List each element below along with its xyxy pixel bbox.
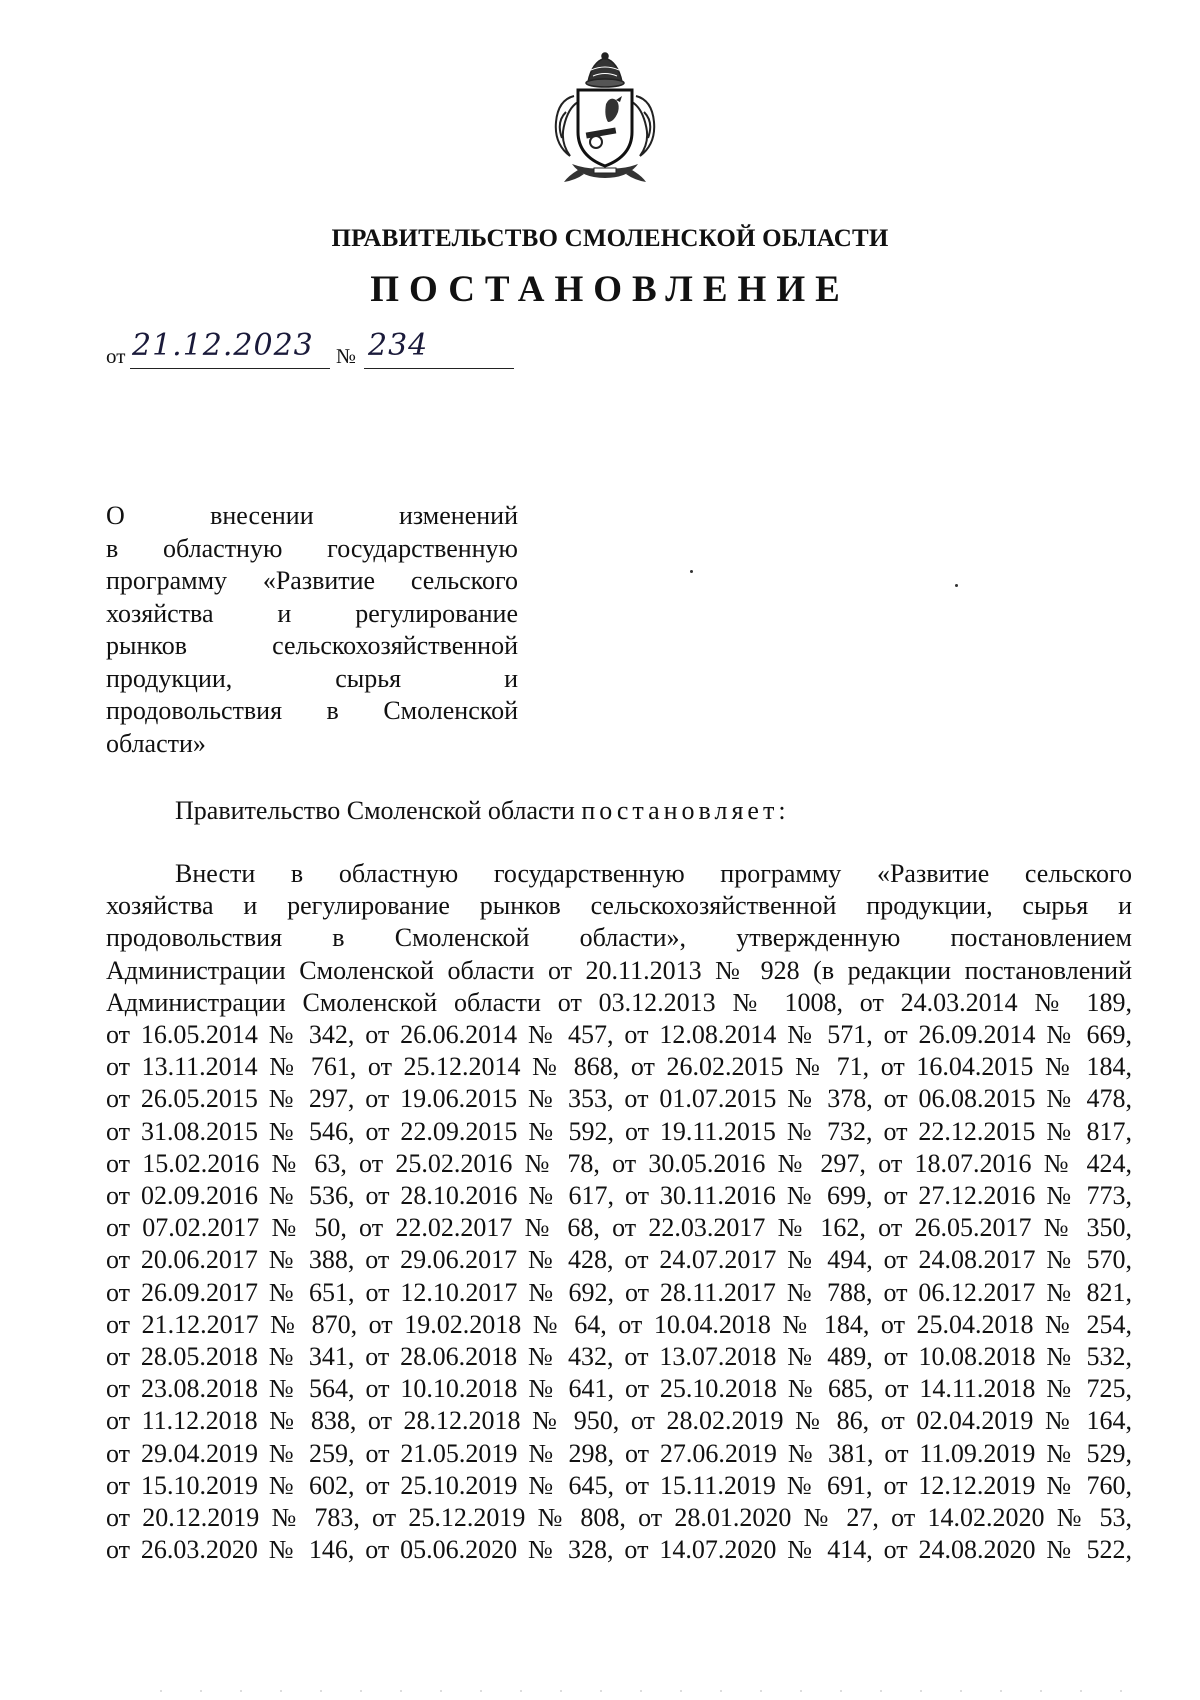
subject-line: продукции, сырья и (106, 663, 518, 693)
body-line: продовольствия в Смоленской области», утвержденную постановлением (106, 923, 1132, 953)
body-line: от 28.05.2018 № 341, от 28.06.2018 № 432, от 13.07.2018 № 489, от 10.08.2018 № 532, (106, 1342, 1132, 1372)
document-type-title: ПОСТАНОВЛЕНИЕ (370, 269, 850, 310)
body-line: от 26.03.2020 № 146, от 05.06.2020 № 328, от 14.07.2020 № 414, от 24.08.2020 № 522, (106, 1535, 1132, 1565)
body-line: Внести в областную государственную программу «Развитие сельского (175, 859, 1132, 888)
body-line: от 07.02.2017 № 50, от 22.02.2017 № 68, от 22.03.2017 № 162, от 26.05.2017 № 350, (106, 1213, 1132, 1243)
subject-line: рынков сельскохозяйственной (106, 631, 518, 660)
preamble-verb: постановляет: (581, 796, 790, 825)
subject-line: программу «Развитие сельского (106, 566, 518, 595)
body-line: Администрации Смоленской области от 20.11.2013 № 928 (в редакции постановлений (106, 955, 1132, 985)
body-line: от 02.09.2016 № 536, от 28.10.2016 № 617, от 30.11.2016 № 699, от 27.12.2016 № 773, (106, 1181, 1132, 1211)
body-line: от 20.12.2019 № 783, от 25.12.2019 № 808, от 28.01.2020 № 27, от 14.02.2020 № 53, (106, 1503, 1132, 1533)
body-line: от 13.11.2014 № 761, от 25.12.2014 № 868, от 26.02.2015 № 71, от 16.04.2015 № 184, (106, 1052, 1132, 1082)
date-handwritten: 21.12.2023 (132, 328, 314, 363)
coat-of-arms-icon (548, 52, 662, 184)
subject-line: продовольствия в Смоленской (106, 696, 518, 725)
subject-line: О внесении изменений (106, 501, 518, 530)
subject-line: хозяйства и регулирование (106, 598, 518, 628)
body-line: от 26.05.2015 № 297, от 19.06.2015 № 353, от 01.07.2015 № 378, от 06.08.2015 № 478, (106, 1084, 1132, 1114)
date-prefix: от (106, 344, 126, 368)
body-line: от 31.08.2015 № 546, от 22.09.2015 № 592, от 19.11.2015 № 732, от 22.12.2015 № 817, (106, 1116, 1132, 1146)
subject-line: области» (106, 728, 206, 758)
body-line: от 21.12.2017 № 870, от 19.02.2018 № 64, от 10.04.2018 № 184, от 25.04.2018 № 254, (106, 1309, 1132, 1339)
scan-noise-strip (160, 1690, 1160, 1692)
body-line: от 15.02.2016 № 63, от 25.02.2016 № 78, от 30.05.2016 № 297, от 18.07.2016 № 424, (106, 1148, 1132, 1178)
body-line: от 26.09.2017 № 651, от 12.10.2017 № 692, от 28.11.2017 № 788, от 06.12.2017 № 821, (106, 1277, 1132, 1307)
body-line: Администрации Смоленской области от 03.12.2013 № 1008, от 24.03.2014 № 189, (106, 987, 1132, 1017)
body-line: хозяйства и регулирование рынков сельскохозяйственной продукции, сырья и (106, 891, 1132, 921)
body-line: от 15.10.2019 № 602, от 25.10.2019 № 645, от 15.11.2019 № 691, от 12.12.2019 № 760, (106, 1470, 1132, 1500)
preamble-text: Правительство Смоленской области (175, 796, 575, 825)
organization-name: ПРАВИТЕЛЬСТВО СМОЛЕНСКОЙ ОБЛАСТИ (331, 225, 889, 252)
date-number-line (106, 330, 526, 370)
body-line: от 23.08.2018 № 564, от 10.10.2018 № 641, от 25.10.2018 № 685, от 14.11.2018 № 725, (106, 1374, 1132, 1404)
subject-line: в областную государственную (106, 533, 518, 563)
scan-speck (955, 584, 958, 587)
body-line: от 29.04.2019 № 259, от 21.05.2019 № 298, от 27.06.2019 № 381, от 11.09.2019 № 529, (106, 1438, 1132, 1468)
document-subject (106, 500, 518, 760)
date-underline (130, 368, 330, 369)
number-prefix: № (336, 344, 357, 368)
preamble (175, 796, 790, 826)
number-handwritten: 234 (368, 328, 429, 363)
document-body (106, 858, 1132, 1566)
body-line: от 20.06.2017 № 388, от 29.06.2017 № 428, от 24.07.2017 № 494, от 24.08.2017 № 570, (106, 1245, 1132, 1275)
number-underline (364, 368, 514, 369)
scan-speck (690, 570, 693, 573)
body-line: от 11.12.2018 № 838, от 28.12.2018 № 950, от 28.02.2019 № 86, от 02.04.2019 № 164, (106, 1406, 1132, 1436)
body-line: от 16.05.2014 № 342, от 26.06.2014 № 457, от 12.08.2014 № 571, от 26.09.2014 № 669, (106, 1020, 1132, 1050)
